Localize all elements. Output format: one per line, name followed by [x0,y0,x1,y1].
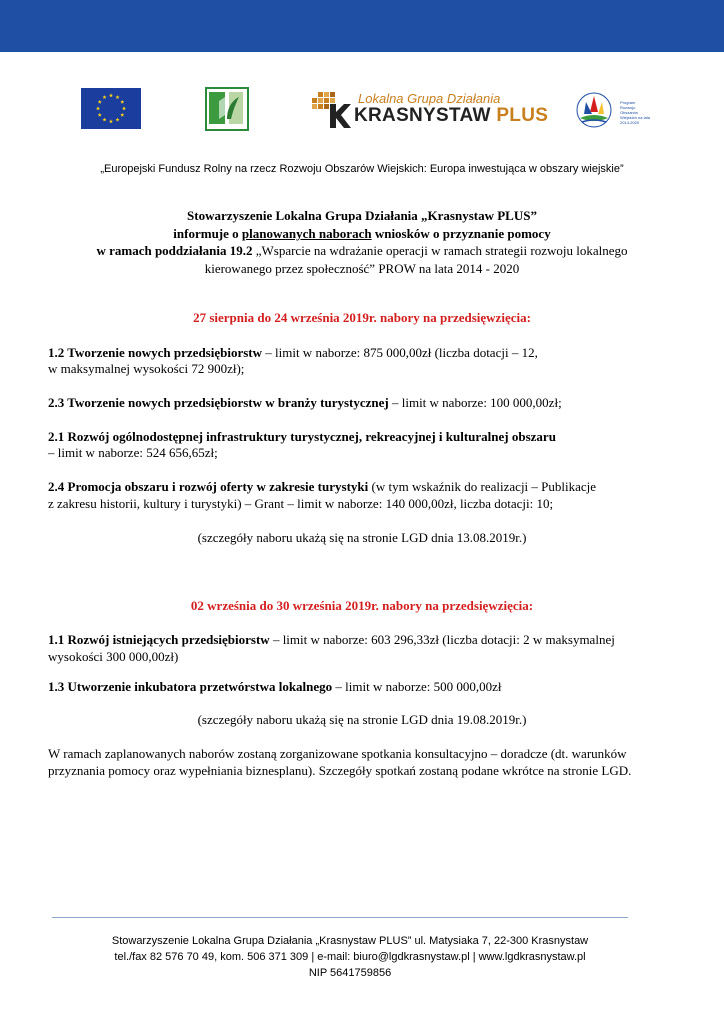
s1-item4-line2: z zakresu historii, kultury i turystyki) – Grant – limit w naborze: 140 000,00zł, liczba dotacji: 10; [48,496,554,511]
eu-star [120,100,124,104]
eu-star [102,95,106,99]
prow-logo-text: Program Rozwoju Obszarów Wiejskich na lata 2014-2020 [620,100,651,125]
section2-heading: 02 września do 30 września 2019r. nabory na przedsięwzięcia: [190,598,534,613]
eu-star [98,113,102,117]
s2-note: (szczegóły naboru ukażą się na stronie LGD dnia 19.08.2019r.) [197,712,527,727]
eu-star [115,95,119,99]
eu-star [122,106,126,110]
eu-flag-icon [81,88,141,129]
intro-line3: w ramach poddziałania 19.2 „Wsparcie na wdrażanie operacji w ramach strategii rozwoju lokalnego [96,243,628,258]
s1-item3: 2.1 Rozwój ogólnodostępnej infrastruktury turystycznej, rekreacyjnej i kulturalnej obszaru [48,429,556,444]
s1-item1-line2: w maksymalnej wysokości 72 900zł); [48,361,245,376]
closing-line2: przyznania pomocy oraz wypełniania biznesplanu). Szczegóły spotkań zostaną podane wkrótce na stronie LGD. [48,763,632,778]
footer-divider [52,917,628,918]
s1-item3-line2: – limit w naborze: 524 656,65zł; [48,445,218,460]
lgd-logo-line2: KRASNYSTAW PLUS [354,105,549,126]
intro-line1: Stowarzyszenie Lokalna Grupa Działania „Krasnystaw PLUS” [187,208,537,223]
intro-line4: kierowanego przez społeczność” PROW na lata 2014 - 2020 [204,261,520,276]
s1-item2: 2.3 Tworzenie nowych przedsiębiorstw w branży turystycznej – limit w naborze: 100 000,00zł; [48,395,562,410]
lgd-logo [310,88,549,130]
s1-item1: 1.2 Tworzenie nowych przedsiębiorstw – limit w naborze: 875 000,00zł (liczba dotacji – 12, [48,345,538,360]
footer-line3: NIP 5641759856 [308,967,392,979]
section1-heading: 27 sierpnia do 24 września 2019r. nabory na przedsięwzięcia: [193,310,531,325]
eu-star [109,93,113,97]
intro-line2: informuje o planowanych naborach wniosków o przyznanie pomocy [173,226,551,241]
s2-item1: 1.1 Rozwój istniejących przedsiębiorstw – limit w naborze: 603 296,33zł (liczba dotacji: 2 w maksymalnej [48,632,615,647]
s1-item4: 2.4 Promocja obszaru i rozwój oferty w zakresie turystyki (w tym wskaźnik do realizacji – Publikacje [48,479,597,494]
s2-item1-line2: wysokości 300 000,00zł) [48,649,179,664]
s2-item2: 1.3 Utworzenie inkubatora przetwórstwa lokalnego – limit w naborze: 500 000,00zł [48,679,502,694]
footer-line2: tel./fax 82 576 70 49, kom. 506 371 309 | e-mail: biuro@lgdkrasnystaw.pl | www.lgdkrasnystaw.pl [114,951,586,963]
closing-line1: W ramach zaplanowanych naborów zostaną zorganizowane spotkania konsultacyjno – doradcze (dt. warunków [48,746,627,761]
eu-star [120,113,124,117]
eu-star [102,118,106,122]
prow-logo [574,88,651,132]
eu-star [96,106,100,110]
prow-emblem-icon [574,88,618,132]
eu-star [115,118,119,122]
footer-line1: Stowarzyszenie Lokalna Grupa Działania „Krasnystaw PLUS” ul. Matysiaka 7, 22-300 Krasnystaw [111,935,589,947]
header-bar [0,0,724,52]
lgd-logo-line1: Lokalna Grupa Działania [358,91,501,106]
fund-line: „Europejski Fundusz Rolny na rzecz Rozwoju Obszarów Wiejskich: Europa inwestująca w obszary wiejskie” [100,163,624,175]
eu-star [98,100,102,104]
lgd-mosaic-icon [310,88,352,130]
eu-star [109,119,113,123]
leader-logo-icon [205,87,249,131]
s1-note: (szczegóły naboru ukażą się na stronie LGD dnia 13.08.2019r.) [197,530,527,545]
